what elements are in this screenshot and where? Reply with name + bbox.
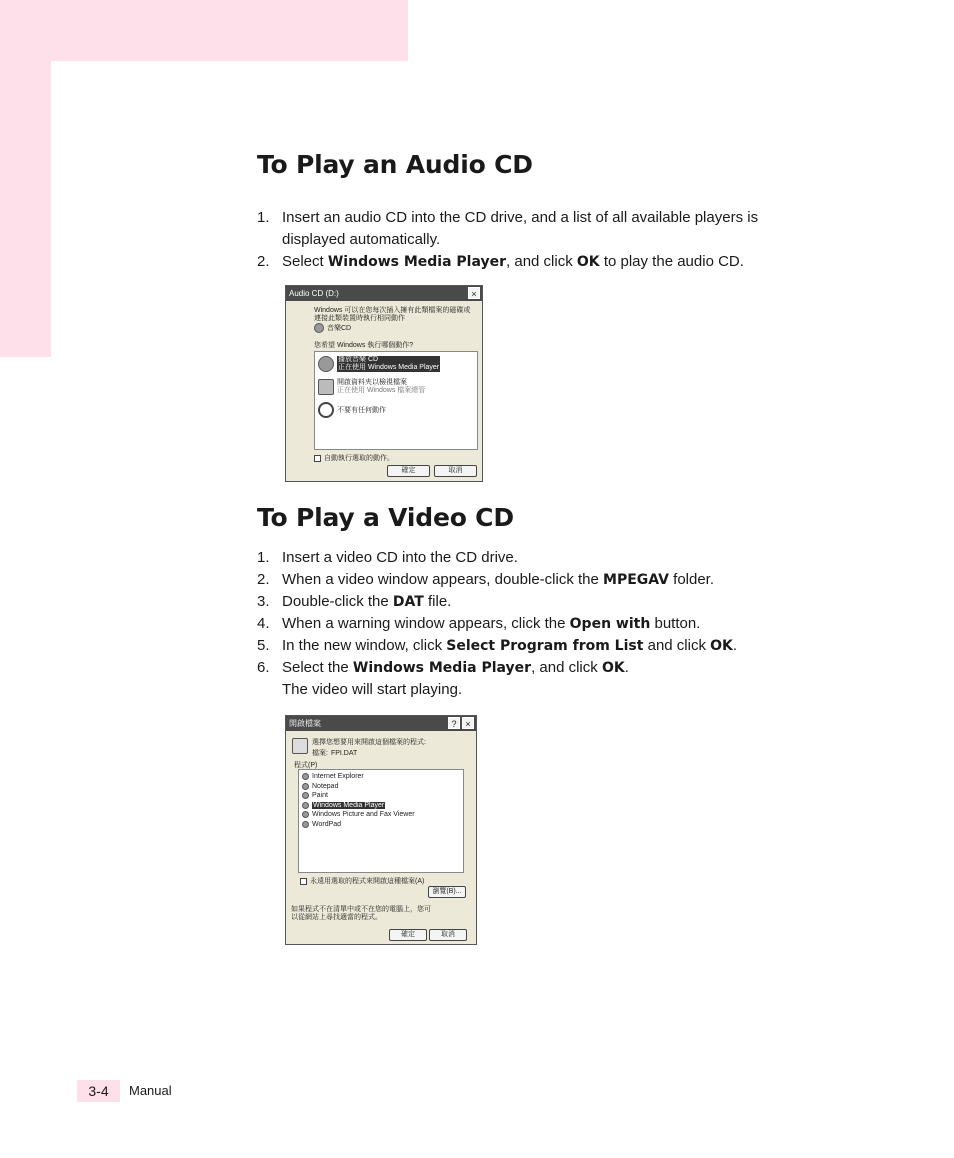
program-icon [302, 811, 309, 818]
option-label: 不要有任何動作 [337, 407, 386, 414]
autoplay-dialog [285, 285, 483, 482]
footer-label: Manual [129, 1083, 172, 1098]
file-name: FPI.DAT [330, 749, 358, 757]
step-text: When a warning window appears, click the [282, 615, 570, 632]
program-item[interactable] [302, 792, 328, 799]
dialog-title-bar [286, 286, 482, 301]
step-item [257, 635, 777, 657]
program-label: WordPad [312, 820, 342, 828]
step-text: When a video window appears, double-click the [282, 571, 604, 588]
step-number: 1. [257, 209, 270, 226]
step-text: Insert a video CD into the CD drive. [282, 549, 518, 566]
step-item [257, 207, 777, 251]
file-icon [292, 738, 308, 754]
music-cd-icon [314, 323, 324, 333]
folder-icon [318, 379, 334, 395]
step-item [257, 679, 777, 701]
cancel-button[interactable]: 取消 [434, 465, 477, 477]
always-do-checkbox[interactable] [314, 455, 321, 462]
step-text: Select the [282, 659, 353, 676]
step-text: and click [643, 637, 711, 654]
file-label: 檔案: [312, 750, 328, 757]
dialog-intro: 選擇您想要用來開啟這個檔案的程式: [312, 739, 426, 746]
option-play-cd[interactable] [318, 356, 440, 372]
program-item[interactable] [302, 773, 364, 780]
step-emphasis: MPEGAV [603, 572, 669, 588]
step-item [257, 613, 777, 635]
step-item [257, 591, 777, 613]
step-number: 2. [257, 253, 270, 270]
open-with-dialog [285, 715, 477, 945]
step-text: to play the audio CD. [599, 253, 744, 270]
option-sublabel: 正在使用 Windows 檔案總管 [337, 387, 426, 394]
step-emphasis: DAT [392, 594, 424, 610]
media-type-label: 音樂CD [327, 325, 352, 332]
step-text: folder. [668, 571, 715, 588]
program-label: Notepad [312, 782, 339, 790]
step-item [257, 569, 777, 591]
step-number: 3. [257, 593, 270, 610]
step-emphasis: Windows Media Player [352, 660, 532, 676]
option-sublabel: 正在使用 Windows Media Player [338, 364, 440, 371]
action-list[interactable] [314, 351, 478, 450]
help-icon[interactable]: ? [448, 717, 460, 729]
program-item[interactable] [302, 821, 341, 828]
header-band [0, 0, 408, 61]
dialog-title: 開啟檔案 [289, 719, 321, 728]
step-text: button. [650, 615, 701, 632]
step-emphasis: OK [710, 638, 733, 654]
step-number: 6. [257, 659, 270, 676]
step-emphasis: Open with [569, 616, 651, 632]
program-list[interactable] [298, 769, 464, 873]
program-label: Windows Picture and Fax Viewer [312, 811, 415, 818]
program-item[interactable] [302, 783, 338, 790]
step-item [257, 657, 777, 679]
step-item [257, 251, 777, 273]
cancel-button[interactable]: 取消 [429, 929, 467, 941]
ok-button[interactable]: 確定 [389, 929, 427, 941]
option-label: 播放音樂 CD [338, 356, 379, 363]
no-action-icon [318, 402, 334, 418]
close-icon[interactable]: × [468, 287, 480, 299]
dialog-title-bar [286, 716, 476, 731]
audio-cd-steps [257, 207, 777, 273]
heading-audio-cd: To Play an Audio CD [257, 150, 533, 179]
program-icon [302, 773, 309, 780]
side-band [0, 61, 51, 357]
page-number: 3-4 [77, 1080, 120, 1102]
step-text: Select [282, 253, 328, 270]
program-icon [302, 792, 309, 799]
step-emphasis: OK [601, 660, 625, 676]
dialog-intro: Windows 可以在您每次插入擁有此類檔案的磁碟或連接此類裝置時執行相同動作 [314, 307, 471, 322]
option-open-folder[interactable] [318, 379, 425, 395]
program-label: Windows Media Player [313, 801, 385, 809]
step-text: Insert an audio CD into the CD drive, and a list of all available players is displayed automatically. [282, 209, 759, 248]
programs-label: 程式(P) [294, 762, 318, 769]
program-label: Paint [312, 792, 328, 799]
step-emphasis: Select Program from List [446, 638, 644, 654]
step-text: , and click [531, 659, 602, 676]
step-text: In the new window, click [282, 637, 447, 654]
step-number: 2. [257, 571, 270, 588]
program-icon [302, 821, 309, 828]
always-do-label: 自動執行選取的動作。 [324, 455, 394, 462]
program-label: Internet Explorer [312, 773, 364, 780]
close-icon[interactable]: × [462, 717, 474, 729]
program-icon [302, 783, 309, 790]
browse-button[interactable]: 瀏覽(B)... [428, 886, 466, 898]
dialog-title: Audio CD (D:) [289, 289, 339, 298]
heading-video-cd: To Play a Video CD [257, 503, 514, 532]
step-number: 1. [257, 549, 270, 566]
file-row [312, 748, 357, 758]
step-text: file. [423, 593, 452, 610]
step-emphasis: Windows Media Player [327, 254, 507, 270]
program-note: 如果程式不在清單中或不在您的電腦上，您可以從網站上尋找適當的程式。 [291, 906, 431, 921]
program-item[interactable] [302, 811, 415, 818]
media-type-row [314, 323, 351, 333]
step-text: . [732, 637, 738, 654]
always-use-checkbox[interactable] [300, 878, 307, 885]
dialog-question: 您希望 Windows 執行哪個動作? [314, 342, 414, 349]
media-player-icon [318, 356, 334, 372]
always-use-checkbox-row[interactable] [300, 876, 424, 886]
always-use-label: 永遠用選取的程式來開啟這種檔案(A) [310, 878, 425, 885]
program-icon [302, 802, 309, 809]
step-text: . [624, 659, 629, 676]
step-item [257, 547, 777, 569]
step-text: The video will start playing. [282, 681, 463, 698]
step-number: 5. [257, 637, 270, 654]
ok-button[interactable]: 確定 [387, 465, 430, 477]
step-text: , and click [506, 253, 577, 270]
option-label: 開啟資料夾以檢視檔案 [337, 379, 407, 386]
always-do-checkbox-row[interactable] [314, 453, 394, 463]
option-take-no-action[interactable] [318, 402, 386, 418]
step-emphasis: OK [576, 254, 600, 270]
step-text: Double-click the [282, 593, 393, 610]
step-number: 4. [257, 615, 270, 632]
program-item[interactable] [302, 802, 385, 809]
video-cd-steps [257, 547, 777, 701]
